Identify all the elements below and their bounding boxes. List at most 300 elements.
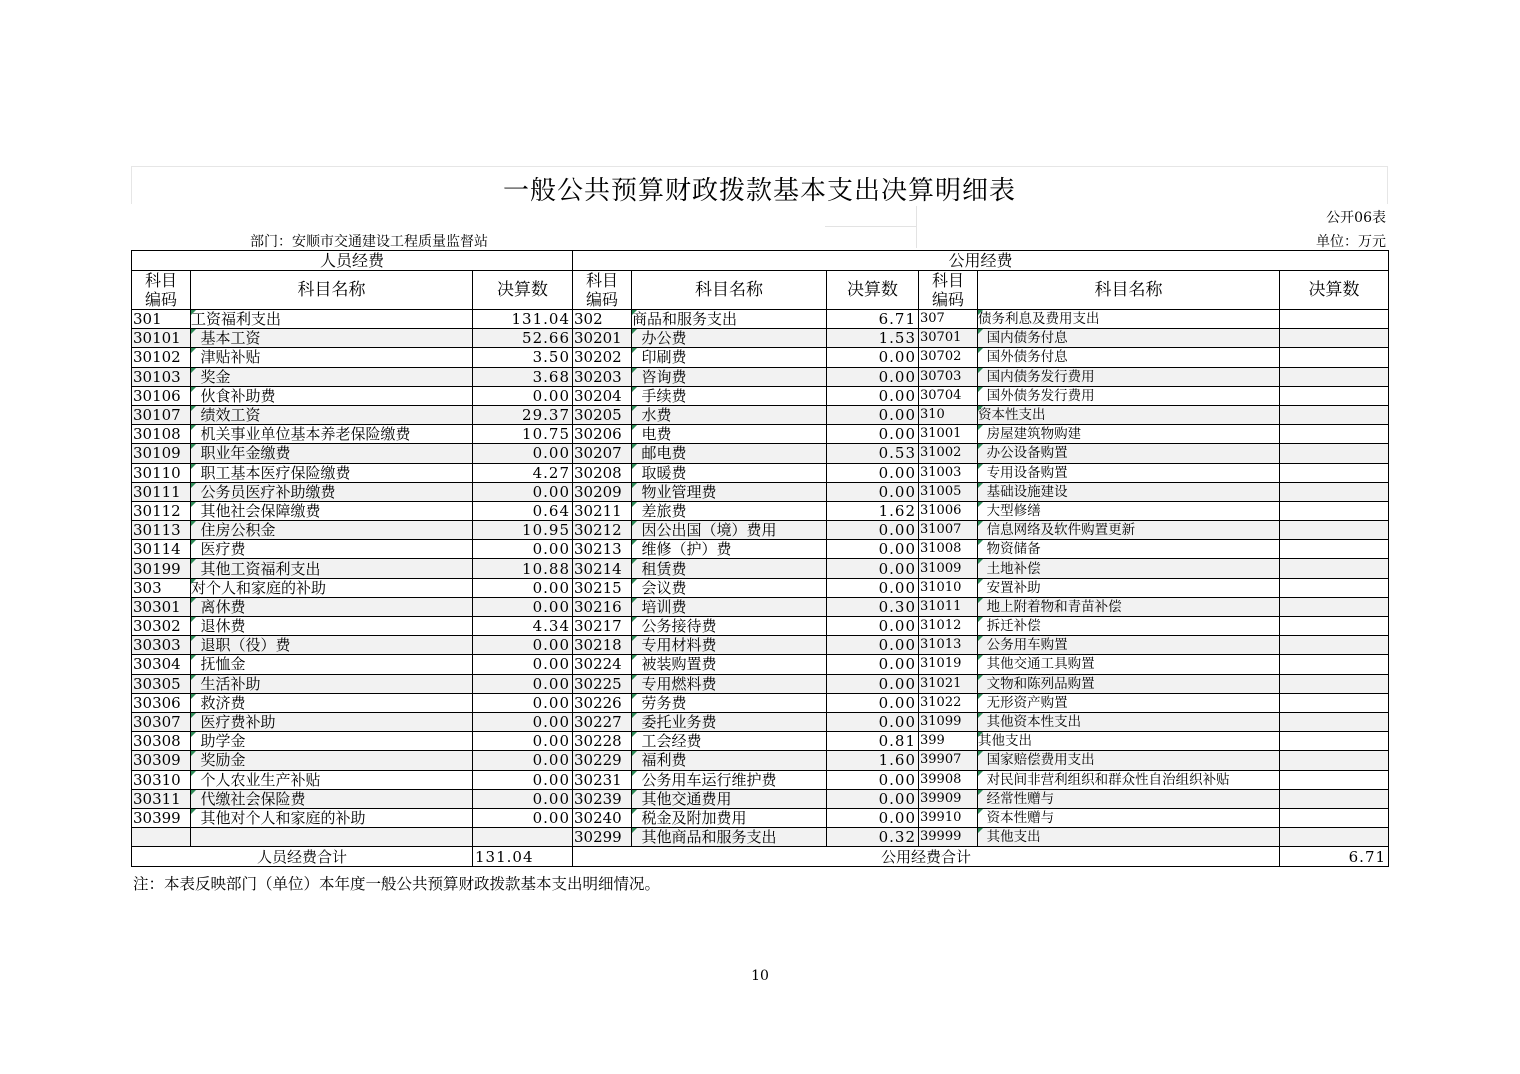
col-header-code: 科目 编码 [919, 271, 978, 310]
item-code: 39907 [919, 751, 978, 770]
col-header-amount: 决算数 [1280, 271, 1389, 310]
table-row [132, 425, 1389, 444]
table-row [132, 732, 1389, 751]
table-row [132, 329, 1389, 348]
cell-indicator-icon [191, 790, 196, 795]
item-code: 30301 [132, 597, 191, 616]
cell-indicator-icon [978, 310, 983, 315]
item-amount: 0.00 [827, 559, 919, 578]
cell-indicator-icon [191, 521, 196, 526]
item-code: 30206 [573, 425, 632, 444]
section-public: 公用经费 [573, 251, 1389, 271]
item-code: 30209 [573, 482, 632, 501]
item-name: 其他交通费用 [632, 789, 827, 808]
item-amount: 0.00 [827, 578, 919, 597]
item-code: 31001 [919, 425, 978, 444]
totals-row [132, 847, 1389, 867]
item-amount [1280, 732, 1389, 751]
cell-indicator-icon [191, 598, 196, 603]
item-code: 310 [919, 405, 978, 424]
item-amount [1280, 770, 1389, 789]
cell-indicator-icon [978, 368, 983, 373]
page-number: 10 [751, 968, 769, 984]
item-name: 助学金 [191, 732, 473, 751]
item-amount [1280, 597, 1389, 616]
item-code: 31010 [919, 578, 978, 597]
item-amount [1280, 482, 1389, 501]
cell-indicator-icon [191, 579, 196, 584]
item-code: 30213 [573, 540, 632, 559]
cell-indicator-icon [978, 579, 983, 584]
table-row [132, 559, 1389, 578]
cell-indicator-icon [191, 425, 196, 430]
item-name: 会议费 [632, 578, 827, 597]
table-row [132, 712, 1389, 731]
item-code: 30109 [132, 444, 191, 463]
item-amount [1280, 501, 1389, 520]
item-name: 工会经费 [632, 732, 827, 751]
item-code: 31006 [919, 501, 978, 520]
item-code: 39910 [919, 808, 978, 827]
item-name: 专用燃料费 [632, 674, 827, 693]
item-code: 30229 [573, 751, 632, 770]
cell-indicator-icon [191, 540, 196, 545]
cell-indicator-icon [191, 771, 196, 776]
item-name: 房屋建筑物购建 [978, 425, 1280, 444]
cell-indicator-icon [632, 751, 637, 756]
item-name: 安置补助 [978, 578, 1280, 597]
item-amount: 0.64 [473, 501, 573, 520]
item-name: 其他社会保障缴费 [191, 501, 473, 520]
cell-indicator-icon [632, 617, 637, 622]
cell-indicator-icon [632, 502, 637, 507]
item-name: 大型修缮 [978, 501, 1280, 520]
item-name: 个人农业生产补贴 [191, 770, 473, 789]
table-row [132, 367, 1389, 386]
item-code: 30216 [573, 597, 632, 616]
item-name: 债务利息及费用支出 [978, 310, 1280, 329]
item-name: 伙食补助费 [191, 386, 473, 405]
cell-indicator-icon [978, 464, 983, 469]
cell-indicator-icon [632, 464, 637, 469]
cell-indicator-icon [191, 694, 196, 699]
item-amount: 0.00 [473, 597, 573, 616]
item-amount: 1.60 [827, 751, 919, 770]
item-name: 水费 [632, 405, 827, 424]
item-name: 咨询费 [632, 367, 827, 386]
item-amount: 0.00 [827, 348, 919, 367]
cell-indicator-icon [632, 771, 637, 776]
item-code: 30303 [132, 636, 191, 655]
item-name: 对民间非营利组织和群众性自治组织补贴 [978, 770, 1280, 789]
item-name: 绩效工资 [191, 405, 473, 424]
table-row [132, 463, 1389, 482]
cell-indicator-icon [632, 636, 637, 641]
table-row [132, 693, 1389, 712]
item-name: 无形资产购置 [978, 693, 1280, 712]
item-code: 30299 [573, 828, 632, 847]
item-code: 31013 [919, 636, 978, 655]
item-amount: 131.04 [473, 310, 573, 329]
cell-indicator-icon [632, 444, 637, 449]
item-name: 经常性赠与 [978, 789, 1280, 808]
unit-label: 单位：万元 [1316, 234, 1386, 250]
item-name: 代缴社会保险费 [191, 789, 473, 808]
item-code: 30214 [573, 559, 632, 578]
item-code: 30103 [132, 367, 191, 386]
item-code: 30239 [573, 789, 632, 808]
item-amount: 0.00 [473, 386, 573, 405]
item-code: 30225 [573, 674, 632, 693]
item-amount: 0.00 [473, 751, 573, 770]
item-amount: 0.00 [473, 444, 573, 463]
item-amount: 1.62 [827, 501, 919, 520]
table-row [132, 386, 1389, 405]
item-name: 地上附着物和青苗补偿 [978, 597, 1280, 616]
item-code: 302 [573, 310, 632, 329]
item-code: 30309 [132, 751, 191, 770]
table-row [132, 828, 1389, 847]
personnel-total-value: 131.04 [473, 847, 573, 867]
item-name: 公务用车购置 [978, 636, 1280, 655]
item-amount: 0.00 [827, 386, 919, 405]
item-name: 职业年金缴费 [191, 444, 473, 463]
cell-indicator-icon [978, 483, 983, 488]
cell-indicator-icon [632, 310, 637, 315]
item-name: 手续费 [632, 386, 827, 405]
col-header-amount: 决算数 [473, 271, 573, 310]
item-name: 土地补偿 [978, 559, 1280, 578]
cell-indicator-icon [632, 425, 637, 430]
item-code: 31021 [919, 674, 978, 693]
public-total-value: 6.71 [1280, 847, 1389, 867]
item-code: 30308 [132, 732, 191, 751]
item-amount [1280, 578, 1389, 597]
cell-indicator-icon [978, 790, 983, 795]
item-code: 30111 [132, 482, 191, 501]
cell-indicator-icon [191, 636, 196, 641]
item-name: 医疗费补助 [191, 712, 473, 731]
item-code: 30311 [132, 789, 191, 808]
cell-indicator-icon [978, 694, 983, 699]
item-name: 离休费 [191, 597, 473, 616]
item-name: 其他对个人和家庭的补助 [191, 808, 473, 827]
cell-indicator-icon [978, 713, 983, 718]
faint-gridline [825, 226, 917, 227]
item-amount: 29.37 [473, 405, 573, 424]
item-amount [1280, 540, 1389, 559]
table-row [132, 348, 1389, 367]
cell-indicator-icon [978, 540, 983, 545]
item-amount: 0.00 [827, 463, 919, 482]
item-code: 303 [132, 578, 191, 597]
item-amount [1280, 521, 1389, 540]
item-amount: 10.75 [473, 425, 573, 444]
item-amount: 0.00 [827, 482, 919, 501]
table-row [132, 578, 1389, 597]
item-amount: 0.00 [827, 674, 919, 693]
item-amount [1280, 674, 1389, 693]
item-amount: 3.50 [473, 348, 573, 367]
item-code: 30201 [573, 329, 632, 348]
item-amount: 0.00 [827, 405, 919, 424]
sheet-frame-top [131, 166, 1388, 167]
cell-indicator-icon [191, 368, 196, 373]
table-row [132, 770, 1389, 789]
item-code: 30304 [132, 655, 191, 674]
col-header-amount: 决算数 [827, 271, 919, 310]
item-name: 医疗费 [191, 540, 473, 559]
table-row [132, 751, 1389, 770]
department-label: 部门：安顺市交通建设工程质量监督站 [250, 234, 488, 250]
cell-indicator-icon [978, 598, 983, 603]
item-code: 30306 [132, 693, 191, 712]
item-name: 公务用车运行维护费 [632, 770, 827, 789]
footnote: 注：本表反映部门（单位）本年度一般公共预算财政拨款基本支出明细情况。 [133, 875, 661, 893]
item-name: 其他工资福利支出 [191, 559, 473, 578]
item-amount: 3.68 [473, 367, 573, 386]
item-name [191, 828, 473, 847]
cell-indicator-icon [632, 406, 637, 411]
item-name: 对个人和家庭的补助 [191, 578, 473, 597]
cell-indicator-icon [632, 713, 637, 718]
item-amount: 0.00 [827, 617, 919, 636]
item-name: 救济费 [191, 693, 473, 712]
item-name: 基本工资 [191, 329, 473, 348]
item-name: 公务员医疗补助缴费 [191, 482, 473, 501]
item-code: 30211 [573, 501, 632, 520]
item-name: 国内债务付息 [978, 329, 1280, 348]
item-amount: 0.00 [473, 636, 573, 655]
item-amount [473, 828, 573, 847]
cell-indicator-icon [191, 675, 196, 680]
item-code: 30204 [573, 386, 632, 405]
item-amount: 0.00 [473, 540, 573, 559]
item-amount: 0.30 [827, 597, 919, 616]
item-amount: 10.95 [473, 521, 573, 540]
item-name: 被装购置费 [632, 655, 827, 674]
item-amount [1280, 617, 1389, 636]
item-name: 其他支出 [978, 732, 1280, 751]
item-name: 其他交通工具购置 [978, 655, 1280, 674]
item-name: 物业管理费 [632, 482, 827, 501]
cell-indicator-icon [632, 694, 637, 699]
cell-indicator-icon [632, 809, 637, 814]
item-amount: 6.71 [827, 310, 919, 329]
table-row [132, 655, 1389, 674]
item-code: 31007 [919, 521, 978, 540]
item-amount: 0.00 [827, 425, 919, 444]
cell-indicator-icon [978, 675, 983, 680]
item-code: 30215 [573, 578, 632, 597]
item-name: 培训费 [632, 597, 827, 616]
cell-indicator-icon [978, 406, 983, 411]
cell-indicator-icon [632, 790, 637, 795]
item-name: 国外债务发行费用 [978, 386, 1280, 405]
item-code: 30226 [573, 693, 632, 712]
item-amount: 0.00 [473, 808, 573, 827]
cell-indicator-icon [191, 751, 196, 756]
cell-indicator-icon [632, 540, 637, 545]
item-amount: 52.66 [473, 329, 573, 348]
item-code: 30107 [132, 405, 191, 424]
item-name: 文物和陈列品购置 [978, 674, 1280, 693]
item-amount [1280, 712, 1389, 731]
item-code [132, 828, 191, 847]
item-name: 奖励金 [191, 751, 473, 770]
cell-indicator-icon [978, 655, 983, 660]
table-row [132, 636, 1389, 655]
item-code: 31011 [919, 597, 978, 616]
item-code: 31099 [919, 712, 978, 731]
cell-indicator-icon [632, 387, 637, 392]
item-name: 取暖费 [632, 463, 827, 482]
col-header-name: 科目名称 [191, 271, 473, 310]
item-amount [1280, 636, 1389, 655]
item-amount [1280, 655, 1389, 674]
cell-indicator-icon [632, 329, 637, 334]
table-row [132, 597, 1389, 616]
cell-indicator-icon [632, 675, 637, 680]
form-number: 公开06表 [1326, 210, 1386, 226]
item-code: 30108 [132, 425, 191, 444]
item-code: 30305 [132, 674, 191, 693]
item-code: 31005 [919, 482, 978, 501]
item-code: 30114 [132, 540, 191, 559]
item-amount [1280, 444, 1389, 463]
item-amount: 0.00 [827, 770, 919, 789]
item-code: 30205 [573, 405, 632, 424]
item-amount [1280, 310, 1389, 329]
faint-gridline [916, 206, 917, 248]
cell-indicator-icon [191, 348, 196, 353]
cell-indicator-icon [978, 425, 983, 430]
cell-indicator-icon [978, 732, 983, 737]
item-code: 39999 [919, 828, 978, 847]
cell-indicator-icon [632, 828, 637, 833]
cell-indicator-icon [191, 406, 196, 411]
cell-indicator-icon [978, 521, 983, 526]
cell-indicator-icon [191, 713, 196, 718]
item-name: 商品和服务支出 [632, 310, 827, 329]
cell-indicator-icon [191, 559, 196, 564]
item-code: 39908 [919, 770, 978, 789]
item-name: 劳务费 [632, 693, 827, 712]
col-header-name: 科目名称 [978, 271, 1280, 310]
item-name: 国外债务付息 [978, 348, 1280, 367]
item-amount: 0.00 [473, 732, 573, 751]
item-name: 因公出国（境）费用 [632, 521, 827, 540]
section-header-row [132, 251, 1389, 271]
item-name: 租赁费 [632, 559, 827, 578]
item-amount: 4.27 [473, 463, 573, 482]
item-name: 津贴补贴 [191, 348, 473, 367]
item-code: 30310 [132, 770, 191, 789]
item-amount: 0.00 [473, 655, 573, 674]
item-amount [1280, 751, 1389, 770]
table-row [132, 405, 1389, 424]
cell-indicator-icon [978, 348, 983, 353]
item-code: 31012 [919, 617, 978, 636]
cell-indicator-icon [978, 828, 983, 833]
item-code: 30399 [132, 808, 191, 827]
item-code: 30199 [132, 559, 191, 578]
item-code: 30240 [573, 808, 632, 827]
cell-indicator-icon [191, 310, 196, 315]
cell-indicator-icon [978, 771, 983, 776]
col-header-code: 科目 编码 [132, 271, 191, 310]
item-name: 退职（役）费 [191, 636, 473, 655]
item-name: 职工基本医疗保险缴费 [191, 463, 473, 482]
item-name: 工资福利支出 [191, 310, 473, 329]
cell-indicator-icon [191, 387, 196, 392]
item-amount [1280, 367, 1389, 386]
item-name: 印刷费 [632, 348, 827, 367]
table-row [132, 482, 1389, 501]
cell-indicator-icon [191, 483, 196, 488]
cell-indicator-icon [191, 464, 196, 469]
cell-indicator-icon [191, 502, 196, 507]
item-code: 30106 [132, 386, 191, 405]
item-name: 公务接待费 [632, 617, 827, 636]
item-code: 31002 [919, 444, 978, 463]
item-name: 生活补助 [191, 674, 473, 693]
item-code: 30307 [132, 712, 191, 731]
item-amount: 0.00 [827, 693, 919, 712]
col-header-name: 科目名称 [632, 271, 827, 310]
item-amount: 0.00 [827, 540, 919, 559]
table-row [132, 521, 1389, 540]
item-amount: 0.00 [473, 578, 573, 597]
item-amount: 0.00 [473, 712, 573, 731]
public-total-label: 公用经费合计 [573, 847, 1280, 867]
item-code: 30701 [919, 329, 978, 348]
page-title: 一般公共预算财政拨款基本支出决算明细表 [502, 176, 1016, 206]
item-code: 30202 [573, 348, 632, 367]
item-amount [1280, 789, 1389, 808]
cell-indicator-icon [632, 598, 637, 603]
item-code: 31019 [919, 655, 978, 674]
item-code: 30212 [573, 521, 632, 540]
sheet-frame-right [1387, 166, 1388, 204]
table-row [132, 617, 1389, 636]
table-row [132, 444, 1389, 463]
item-amount: 4.34 [473, 617, 573, 636]
table-row [132, 501, 1389, 520]
item-amount: 0.00 [473, 693, 573, 712]
cell-indicator-icon [191, 655, 196, 660]
item-amount [1280, 405, 1389, 424]
item-name: 差旅费 [632, 501, 827, 520]
item-amount: 0.00 [827, 655, 919, 674]
item-amount: 0.00 [473, 770, 573, 789]
cell-indicator-icon [632, 521, 637, 526]
item-code: 30112 [132, 501, 191, 520]
item-name: 国家赔偿费用支出 [978, 751, 1280, 770]
item-code: 30217 [573, 617, 632, 636]
item-code: 30102 [132, 348, 191, 367]
cell-indicator-icon [978, 617, 983, 622]
item-code: 30110 [132, 463, 191, 482]
personnel-total-label: 人员经费合计 [132, 847, 473, 867]
item-code: 31009 [919, 559, 978, 578]
cell-indicator-icon [978, 636, 983, 641]
item-amount: 0.00 [827, 367, 919, 386]
item-code: 30203 [573, 367, 632, 386]
item-amount: 0.00 [473, 789, 573, 808]
item-amount [1280, 693, 1389, 712]
cell-indicator-icon [632, 368, 637, 373]
